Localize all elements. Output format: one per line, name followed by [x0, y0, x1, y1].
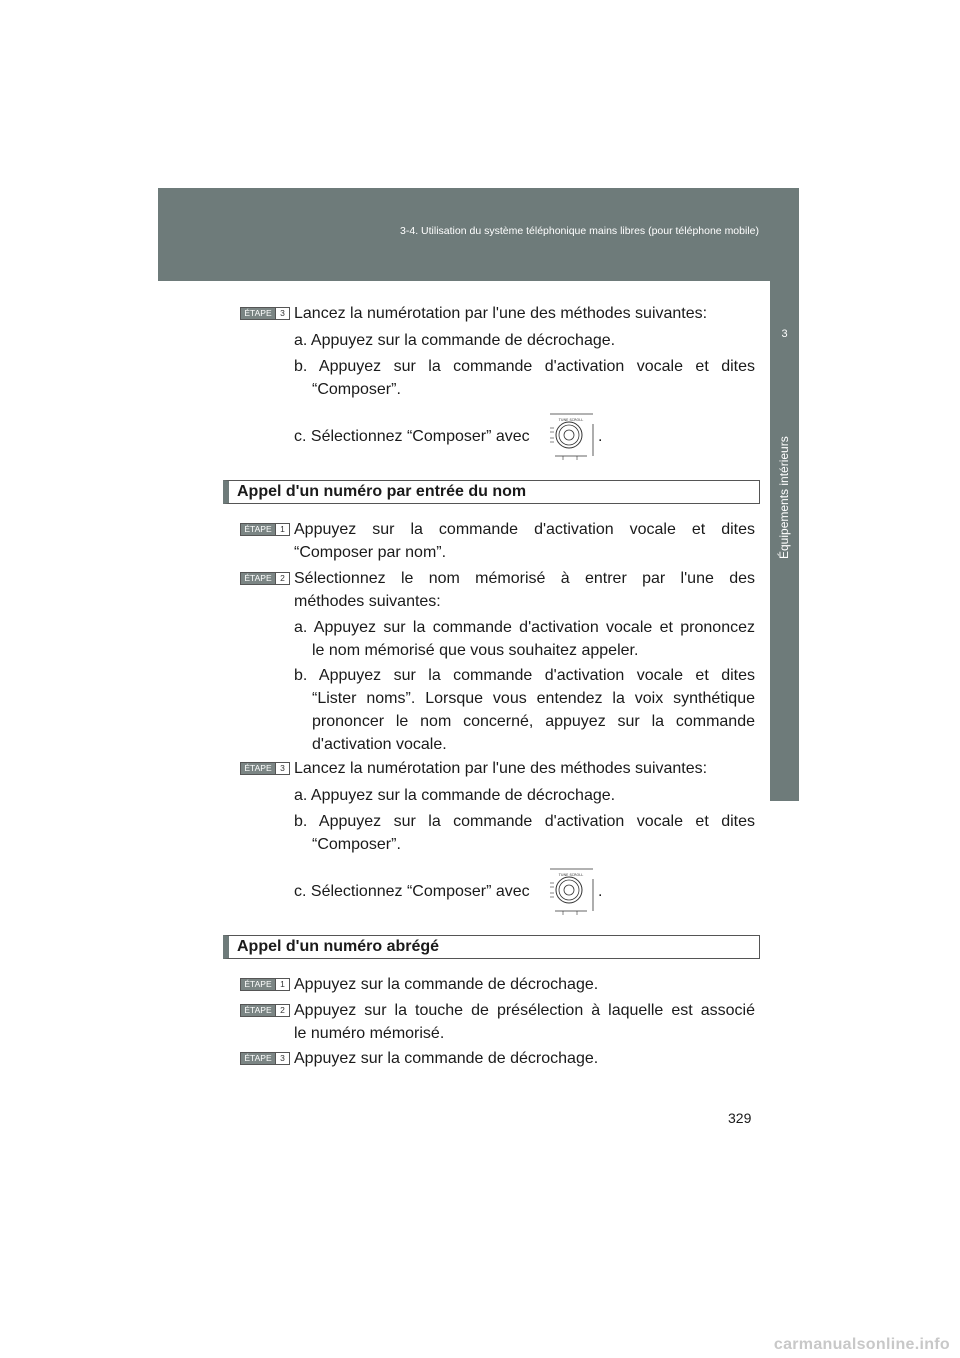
option-c: c. Sélectionnez “Composer” avec	[294, 883, 530, 900]
step-badge-label: ÉTAPE	[241, 1053, 275, 1064]
option-a: a. Appuyez sur la commande de décrochage.	[294, 332, 616, 349]
option-b-line2: “Composer”.	[312, 836, 401, 853]
option-b-line1: b. Appuyez sur la commande d'activation vocale et dites	[294, 358, 755, 375]
step-text-line2: “Composer par nom”.	[294, 544, 447, 561]
section-header-name-dial	[223, 480, 760, 504]
tune-scroll-knob-icon	[545, 412, 595, 462]
step-badge	[240, 762, 290, 775]
step-text-line1: Appuyez sur la touche de présélection à laquelle est associé	[294, 1002, 755, 1019]
option-b-line2: “Composer”.	[312, 381, 401, 398]
step-badge-number: 2	[275, 573, 289, 584]
tune-scroll-knob-icon	[545, 867, 595, 917]
knob-label: TUNE SCROLL	[558, 418, 584, 422]
section-title: Appel d'un numéro par entrée du nom	[237, 483, 527, 500]
step-badge	[240, 1004, 290, 1017]
chapter-title: 3-4. Utilisation du système téléphonique mains libres (pour téléphone mobile)	[400, 225, 759, 237]
option-b-line3: prononcer le nom concerné, appuyez sur la commande	[312, 713, 755, 730]
header-band	[158, 188, 799, 281]
step-badge	[240, 572, 290, 585]
option-a-line2: le nom mémorisé que vous souhaitez appeler.	[312, 642, 639, 659]
step-badge-number: 2	[275, 1005, 289, 1016]
step-text-line2: le numéro mémorisé.	[294, 1025, 445, 1042]
step-badge	[240, 523, 290, 536]
step-badge-label: ÉTAPE	[241, 763, 275, 774]
option-b-line1: b. Appuyez sur la commande d'activation vocale et dites	[294, 813, 755, 830]
step-badge-label: ÉTAPE	[241, 308, 275, 319]
section-title: Appel d'un numéro abrégé	[237, 938, 440, 955]
step-badge	[240, 307, 290, 320]
option-a-line1: a. Appuyez sur la commande d'activation vocale et prononcez	[294, 619, 755, 636]
page-number: 329	[728, 1110, 752, 1126]
step-text: Appuyez sur la commande de décrochage.	[294, 1050, 599, 1067]
option-c-end: .	[598, 428, 603, 445]
option-c: c. Sélectionnez “Composer” avec	[294, 428, 530, 445]
step-badge-label: ÉTAPE	[241, 979, 275, 990]
step-text: Appuyez sur la commande de décrochage.	[294, 976, 599, 993]
option-b-line1: b. Appuyez sur la commande d'activation vocale et dites	[294, 667, 755, 684]
knob-label: TUNE SCROLL	[558, 873, 584, 877]
chapter-number: 3	[781, 328, 788, 340]
step-badge-number: 1	[275, 979, 289, 990]
option-a: a. Appuyez sur la commande de décrochage.	[294, 787, 616, 804]
section-header-speed-dial	[223, 935, 760, 959]
step-badge-number: 3	[275, 308, 289, 319]
step-badge	[240, 978, 290, 991]
step-badge-number: 3	[275, 763, 289, 774]
step-text: Lancez la numérotation par l'une des méthodes suivantes:	[294, 305, 708, 322]
step-text-line2: méthodes suivantes:	[294, 593, 441, 610]
chapter-label-wrap	[770, 371, 799, 791]
step-text-line1: Appuyez sur la commande d'activation vocale et dites	[294, 521, 755, 538]
chapter-side-tab[interactable]	[770, 281, 799, 801]
step-badge-label: ÉTAPE	[241, 524, 275, 535]
watermark[interactable]: carmanualsonline.info	[773, 1336, 950, 1353]
chapter-label: Équipements intérieurs	[777, 436, 791, 559]
option-c-end: .	[598, 883, 603, 900]
step-badge-label: ÉTAPE	[241, 1005, 275, 1016]
step-badge-number: 1	[275, 524, 289, 535]
step-badge	[240, 1052, 290, 1065]
option-b-line4: d'activation vocale.	[312, 736, 447, 753]
step-badge-label: ÉTAPE	[241, 573, 275, 584]
option-b-line2: “Lister noms”. Lorsque vous entendez la voix synthétique	[312, 690, 755, 707]
step-text-line1: Sélectionnez le nom mémorisé à entrer par l'une des	[294, 570, 755, 587]
step-text: Lancez la numérotation par l'une des méthodes suivantes:	[294, 760, 708, 777]
step-badge-number: 3	[275, 1053, 289, 1064]
